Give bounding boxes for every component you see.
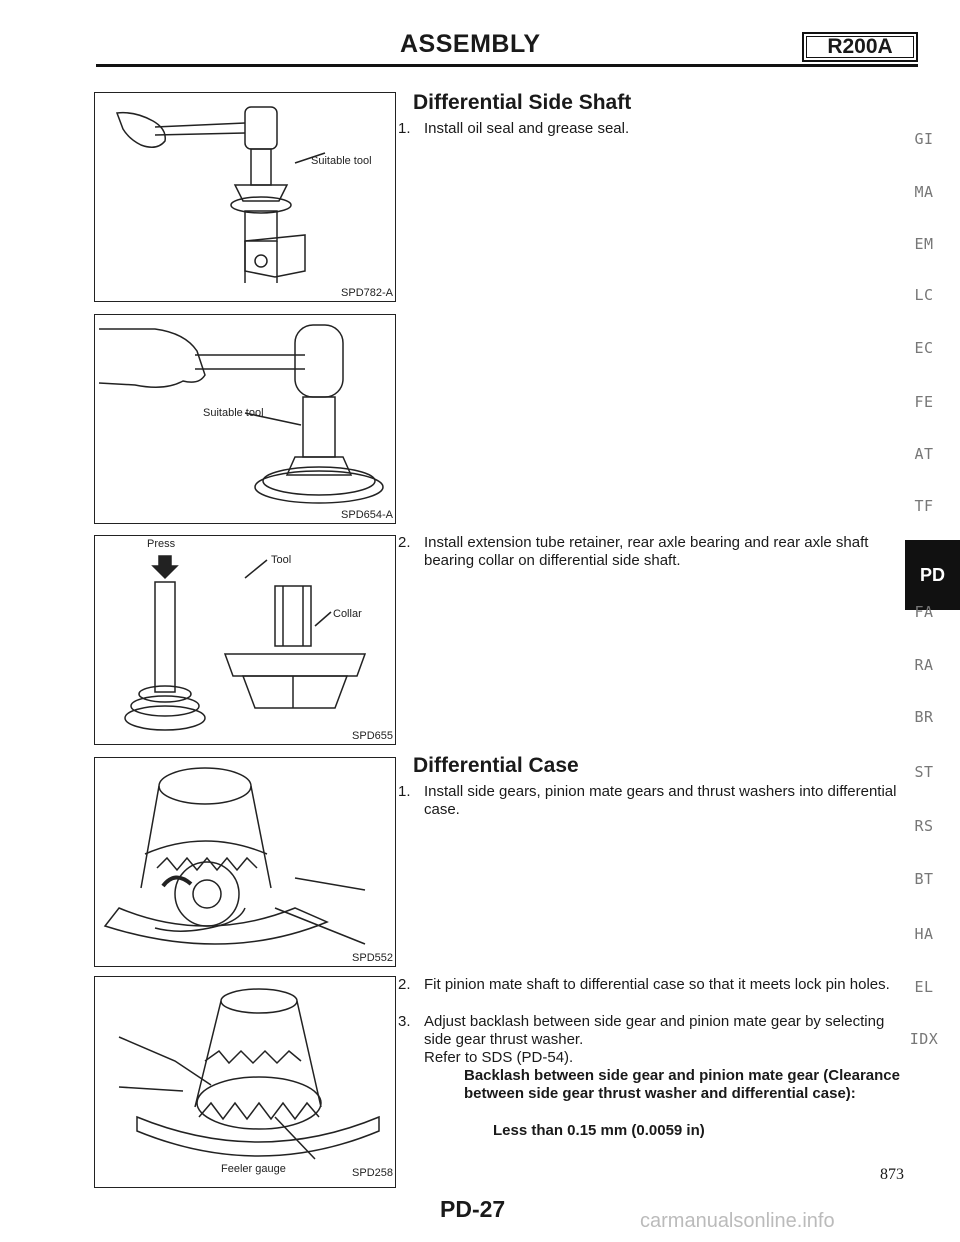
side-tab-lc[interactable]: LC bbox=[914, 286, 934, 304]
section-title-differential-case: Differential Case bbox=[413, 754, 579, 777]
side-tab-tf[interactable]: TF bbox=[914, 497, 934, 515]
step-number: 2. bbox=[398, 534, 411, 551]
figure-spd655 bbox=[94, 535, 396, 745]
side-tab-em[interactable]: EM bbox=[914, 235, 934, 253]
figure-label-suitable-tool: Suitable tool bbox=[203, 407, 264, 419]
side-tab-br[interactable]: BR bbox=[914, 708, 934, 726]
side-tab-bt[interactable]: BT bbox=[914, 870, 934, 888]
step-number: 1. bbox=[398, 120, 411, 137]
backlash-spec-label: Backlash between side gear and pinion mate gear (Clearance between side gear thrust washer and differential case): bbox=[464, 1067, 900, 1102]
step-1-side-gears bbox=[398, 783, 898, 819]
feeler-gauge-illustration bbox=[95, 977, 395, 1187]
side-tab-ra[interactable]: RA bbox=[914, 656, 934, 674]
step-3-adjust-backlash bbox=[398, 1013, 898, 1067]
side-tab-ma[interactable]: MA bbox=[914, 183, 934, 201]
side-tab-st[interactable]: ST bbox=[914, 763, 934, 781]
side-tab-fa[interactable]: FA bbox=[914, 603, 934, 621]
figure-label-suitable-tool: Suitable tool bbox=[311, 155, 372, 167]
figure-label-feeler-gauge: Feeler gauge bbox=[221, 1163, 286, 1175]
figure-code: SPD258 bbox=[352, 1167, 393, 1179]
side-tab-at[interactable]: AT bbox=[914, 445, 934, 463]
figure-spd552 bbox=[94, 757, 396, 967]
side-tab-ec[interactable]: EC bbox=[914, 339, 934, 357]
hammer-seal-illustration bbox=[95, 93, 395, 301]
step-2-extension-tube bbox=[398, 534, 898, 570]
page-title: ASSEMBLY bbox=[400, 30, 541, 58]
figure-code: SPD655 bbox=[352, 730, 393, 742]
step-number: 2. bbox=[398, 976, 411, 993]
step-2-pinion-mate-shaft bbox=[398, 976, 898, 994]
side-tab-fe[interactable]: FE bbox=[914, 393, 934, 411]
figure-spd258 bbox=[94, 976, 396, 1188]
step-number: 1. bbox=[398, 783, 411, 800]
side-tab-ha[interactable]: HA bbox=[914, 925, 934, 943]
figure-label-tool: Tool bbox=[271, 554, 292, 566]
figure-code: SPD782-A bbox=[341, 287, 393, 299]
model-badge: R200A bbox=[802, 32, 918, 62]
backlash-spec-value: Less than 0.15 mm (0.0059 in) bbox=[493, 1122, 705, 1139]
side-tab-gi[interactable]: GI bbox=[914, 130, 934, 148]
mallet-seal-illustration bbox=[95, 315, 395, 523]
header-rule bbox=[96, 64, 918, 67]
side-tab-idx[interactable]: IDX bbox=[909, 1030, 939, 1048]
step-1-oil-seal bbox=[398, 120, 898, 138]
step-text: Adjust backlash between side gear and pinion mate gear by selecting side gear thrust washer. bbox=[424, 1013, 885, 1048]
step-text: Install side gears, pinion mate gears and thrust washers into differential case. bbox=[424, 783, 897, 818]
press-collar-illustration bbox=[95, 536, 395, 744]
differential-case-gears-illustration bbox=[95, 758, 395, 966]
step-text: Fit pinion mate shaft to differential case so that it meets lock pin holes. bbox=[424, 976, 890, 993]
watermark: carmanualsonline.info bbox=[640, 1210, 835, 1232]
page-number: 873 bbox=[880, 1166, 904, 1183]
page-label: PD-27 bbox=[440, 1196, 506, 1222]
figure-label-press: Press bbox=[147, 538, 176, 550]
section-title-differential-side-shaft: Differential Side Shaft bbox=[413, 91, 632, 114]
step-number: 3. bbox=[398, 1013, 411, 1030]
figure-spd782 bbox=[94, 92, 396, 302]
figure-code: SPD552 bbox=[352, 952, 393, 964]
figure-label-collar: Collar bbox=[333, 608, 362, 620]
side-tab-pd-active[interactable]: PD bbox=[905, 540, 960, 610]
step-text: Install oil seal and grease seal. bbox=[424, 120, 630, 137]
side-tab-rs[interactable]: RS bbox=[914, 817, 934, 835]
figure-spd654 bbox=[94, 314, 396, 524]
step-text: Install extension tube retainer, rear axle bearing and rear axle shaft bearing collar on differential side shaft. bbox=[424, 534, 869, 569]
step-reference: Refer to SDS (PD-54). bbox=[424, 1049, 574, 1066]
side-tab-el[interactable]: EL bbox=[914, 978, 934, 996]
figure-code: SPD654-A bbox=[341, 509, 393, 521]
